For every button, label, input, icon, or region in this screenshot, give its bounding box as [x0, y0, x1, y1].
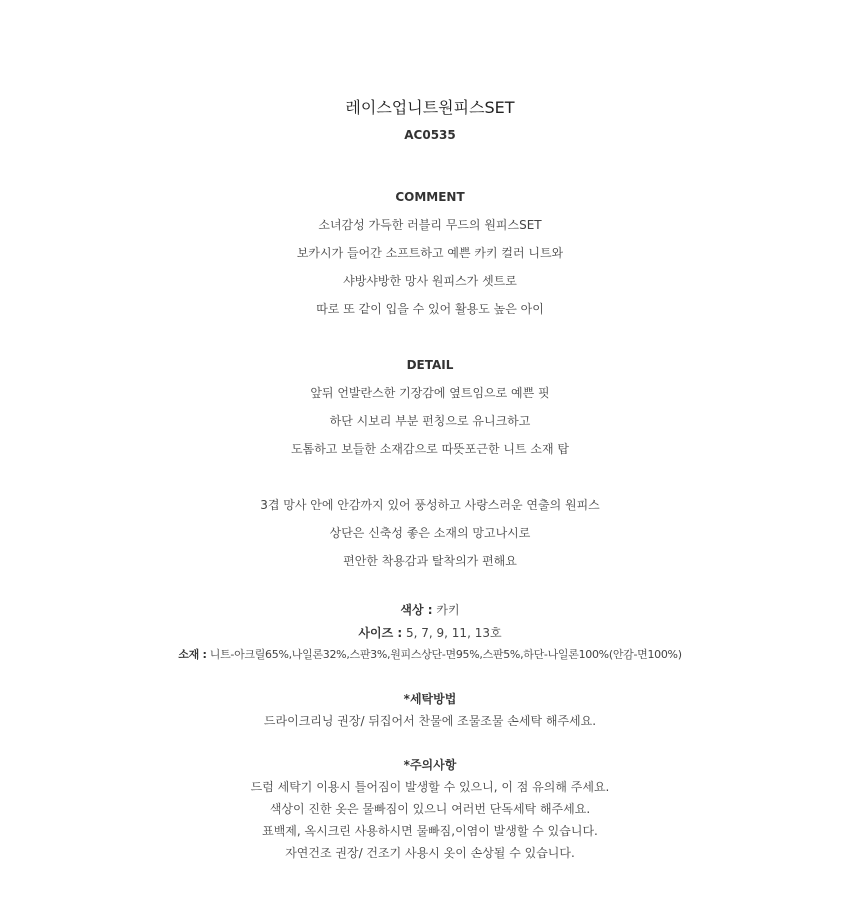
caution-heading: *주의사항 [403, 758, 457, 772]
spec-size-value: 5, 7, 9, 11, 13호 [402, 626, 502, 640]
detail-line: 편안한 착용감과 탈착의가 편해요 [343, 554, 517, 568]
spec-material-label: 소재 : [178, 648, 207, 661]
product-title: 레이스업니트원피스SET [345, 98, 515, 117]
detail-line: 앞뒤 언발란스한 기장감에 옆트임으로 예쁜 핏 [310, 386, 550, 400]
product-code: AC0535 [404, 128, 456, 142]
comment-line: 소녀감성 가득한 러블리 무드의 원피스SET [318, 218, 542, 232]
detail-line: 하단 시보리 부분 펀칭으로 유니크하고 [329, 414, 531, 428]
spec-color [0, 602, 860, 618]
spec-color-value: 카키 [432, 603, 460, 617]
comment-heading: COMMENT [395, 190, 465, 204]
spec-material-value: 니트-아크릴65%,나일론32%,스판3%,원피스상단-면95%,스판5%,하단-나일론100%(안감-면100%) [206, 648, 682, 661]
washing-line: 드라이크리닝 권장/ 뒤집어서 찬물에 조물조물 손세탁 해주세요. [263, 714, 597, 728]
spec-size [0, 625, 860, 641]
detail-heading: DETAIL [406, 358, 454, 372]
comment-line: 따로 또 같이 입을 수 있어 활용도 높은 아이 [316, 302, 544, 316]
detail-line: 상단은 신축성 좋은 소재의 망고나시로 [329, 526, 531, 540]
spec-size-label: 사이즈 : [358, 626, 403, 640]
comment-line: 보카시가 들어간 소프트하고 예쁜 카키 컬러 니트와 [296, 246, 564, 260]
caution-line: 색상이 진한 옷은 물빠짐이 있으니 여러번 단독세탁 해주세요. [269, 802, 591, 816]
spec-color-label: 색상 : [400, 603, 433, 617]
caution-line: 드럼 세탁기 이용시 틀어짐이 발생할 수 있으니, 이 점 유의해 주세요. [250, 780, 610, 794]
detail-line: 도톰하고 보들한 소재감으로 따뜻포근한 니트 소재 탑 [291, 442, 569, 456]
washing-heading: *세탁방법 [403, 692, 457, 706]
caution-line: 자연건조 권장/ 건조기 사용시 옷이 손상될 수 있습니다. [285, 846, 575, 860]
detail-line: 3겹 망사 안에 안감까지 있어 풍성하고 사랑스러운 연출의 원피스 [260, 498, 600, 512]
comment-line: 샤방샤방한 망사 원피스가 셋트로 [343, 274, 517, 288]
caution-line: 표백제, 옥시크린 사용하시면 물빠짐,이염이 발생할 수 있습니다. [262, 824, 598, 838]
spec-material [0, 647, 860, 663]
